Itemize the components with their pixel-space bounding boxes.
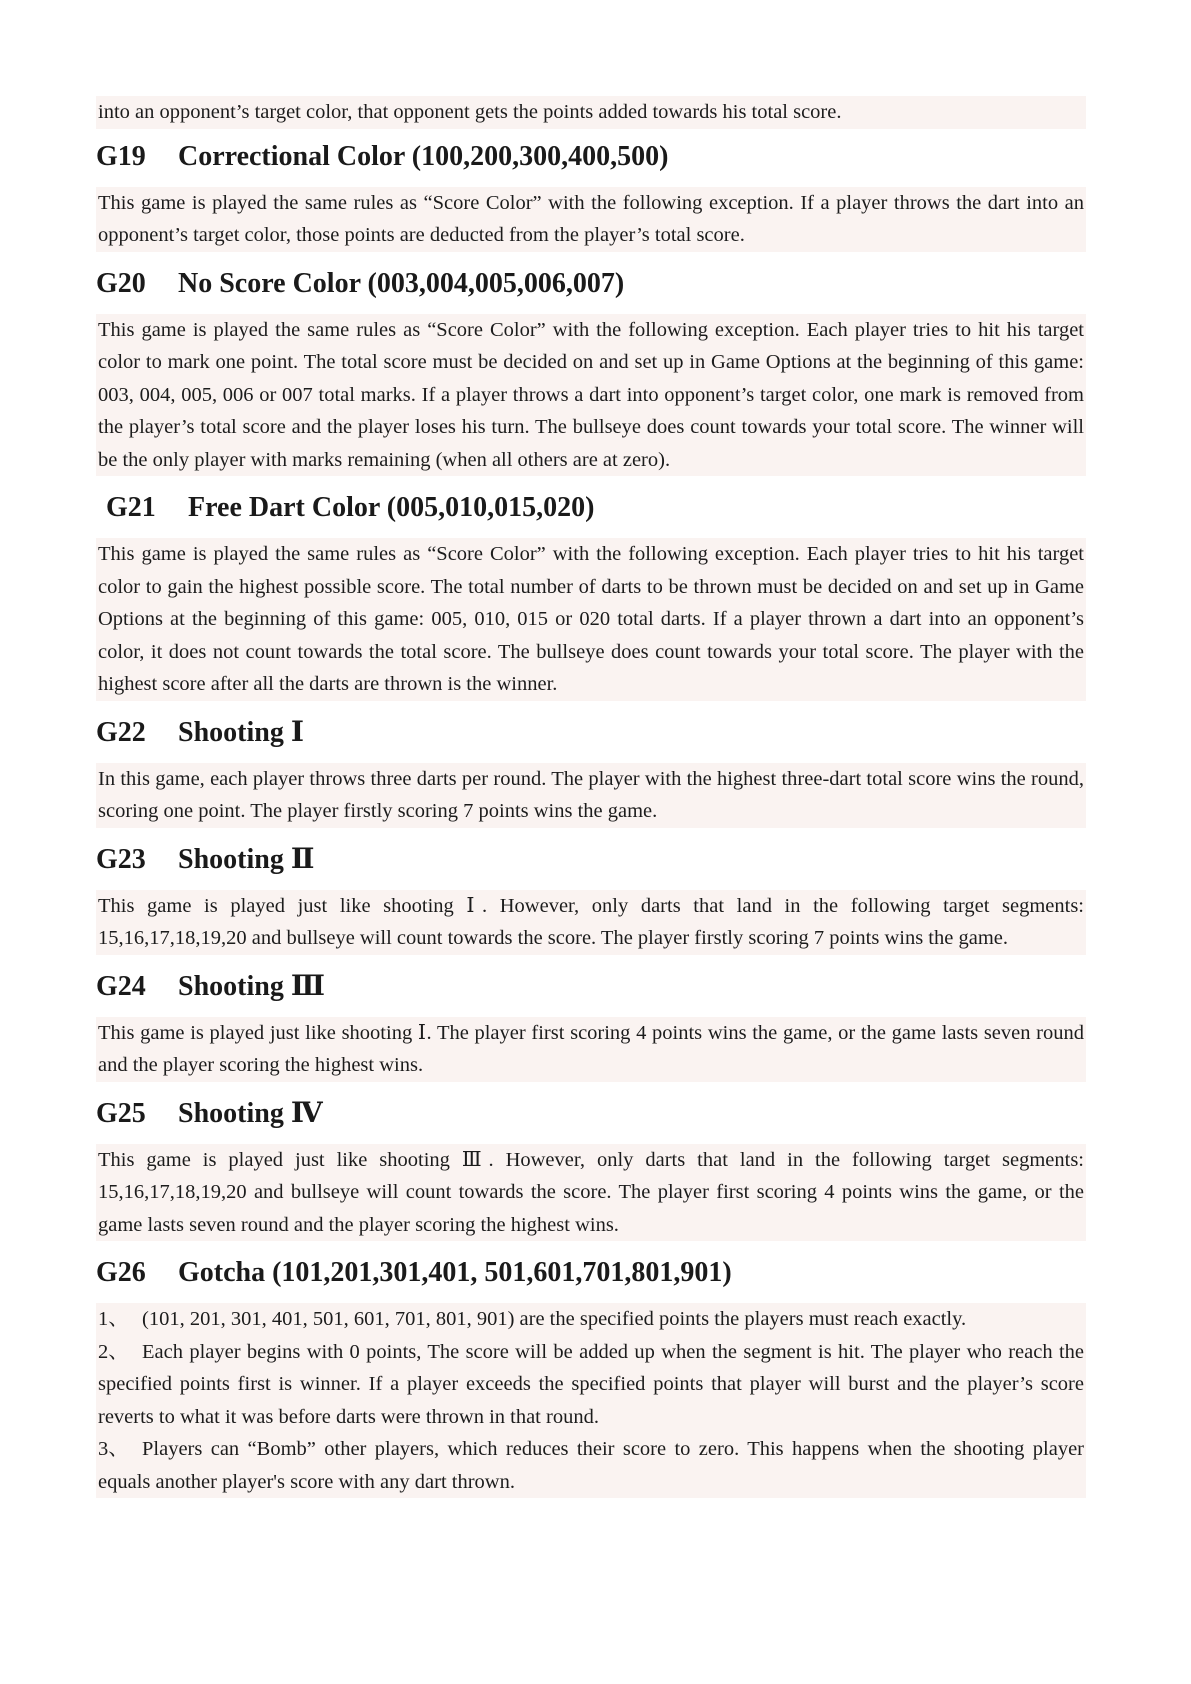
game-code: G25 (96, 1097, 146, 1129)
section-g21 (96, 490, 1086, 701)
section-heading (96, 1096, 1086, 1132)
game-title: Shooting Ⅱ (178, 843, 315, 875)
game-title: Free Dart Color (005,010,015,020) (188, 492, 595, 523)
section-body: This game is played the same rules as “Score Color” with the following exception. If a player throws the dart into an opponent’s target color, those points are deducted from the player’s total score. (96, 187, 1086, 252)
section-g26 (96, 1255, 1086, 1498)
section-heading (96, 266, 1086, 302)
section-heading (96, 139, 1086, 175)
game-code: G19 (96, 140, 146, 172)
game-title: No Score Color (003,004,005,006,007) (178, 267, 625, 299)
game-code: G21 (106, 492, 156, 523)
section-body: This game is played just like shooting Ⅲ. However, only darts that land in the following target segments: 15,16,17,18,19,20 and bullseye will count towards the score. The player first scoring 4 points wins the game, or the game lasts seven round and the player scoring the highest wins. (96, 1144, 1086, 1242)
game-code: G26 (96, 1257, 146, 1288)
section-g22 (96, 715, 1086, 828)
game-code: G24 (96, 970, 146, 1002)
list-text: Players can “Bomb” other players, which reduces their score to zero. This happens when the shooting player equals another player's score with any dart thrown. (98, 1438, 1084, 1493)
list-item (96, 1433, 1086, 1498)
game-title: Shooting Ⅰ (178, 716, 304, 748)
section-body: This game is played just like shooting Ⅰ. The player first scoring 4 points wins the game, or the game lasts seven round and the player scoring the highest wins. (96, 1017, 1086, 1082)
game-title: Shooting Ⅳ (178, 1097, 323, 1129)
list-number: 1、 (98, 1308, 129, 1330)
list-text: Each player begins with 0 points, The score will be added up when the segment is hit. The player who reach the specified points first is winner. If a player exceeds the specified points that player will burst and the player’s score reverts to what it was before darts were thrown in that round. (98, 1340, 1084, 1428)
section-heading (96, 842, 1086, 878)
section-body: In this game, each player throws three darts per round. The player with the highest three-dart total score wins the round, scoring one point. The player firstly scoring 7 points wins the game. (96, 763, 1086, 828)
section-heading (96, 715, 1086, 751)
list-item (96, 1303, 1086, 1336)
section-heading (96, 1255, 1086, 1291)
manual-page (96, 96, 1086, 1498)
section-heading (96, 969, 1086, 1005)
list-number: 2、 (98, 1340, 129, 1363)
section-body: This game is played just like shooting Ⅰ. However, only darts that land in the following target segments: 15,16,17,18,19,20 and bullseye will count towards the score. The player firstly scoring 7 points wins the game. (96, 890, 1086, 955)
section-g24 (96, 969, 1086, 1082)
section-g23 (96, 842, 1086, 955)
game-code: G22 (96, 716, 146, 748)
list-item (96, 1336, 1086, 1434)
section-g19 (96, 139, 1086, 252)
game-code: G20 (96, 267, 146, 299)
section-g25 (96, 1096, 1086, 1242)
section-g20 (96, 266, 1086, 477)
game-title: Correctional Color (100,200,300,400,500) (178, 140, 669, 172)
section-body: This game is played the same rules as “Score Color” with the following exception. Each player tries to hit his target color to mark one point. The total score must be decided on and set up in Game Options at the beginning of this game: 003, 004, 005, 006 or 007 total marks. If a player throws a dart into opponent’s target color, one mark is removed from the player’s total score and the player loses his turn. The bullseye does count towards your total score. The winner will be the only player with marks remaining (when all others are at zero). (96, 314, 1086, 477)
intro-paragraph: into an opponent’s target color, that opponent gets the points added towards his total score. (96, 96, 1086, 129)
list-text: (101, 201, 301, 401, 501, 601, 701, 801, 901) are the specified points the players must reach exactly. (142, 1308, 967, 1330)
list-number: 3、 (98, 1438, 129, 1460)
game-title: Shooting Ⅲ (178, 970, 325, 1002)
game-code: G23 (96, 843, 146, 875)
section-heading (96, 490, 1086, 526)
game-title: Gotcha (101,201,301,401, 501,601,701,801,901) (178, 1257, 732, 1288)
section-body: This game is played the same rules as “Score Color” with the following exception. Each player tries to hit his target color to gain the highest possible score. The total number of darts to be thrown must be decided on and set up in Game Options at the beginning of this game: 005, 010, 015 or 020 total darts. If a player thrown a dart into an opponent’s color, it does not count towards the total score. The bullseye does count towards your total score. The player with the highest score after all the darts are thrown is the winner. (96, 538, 1086, 701)
